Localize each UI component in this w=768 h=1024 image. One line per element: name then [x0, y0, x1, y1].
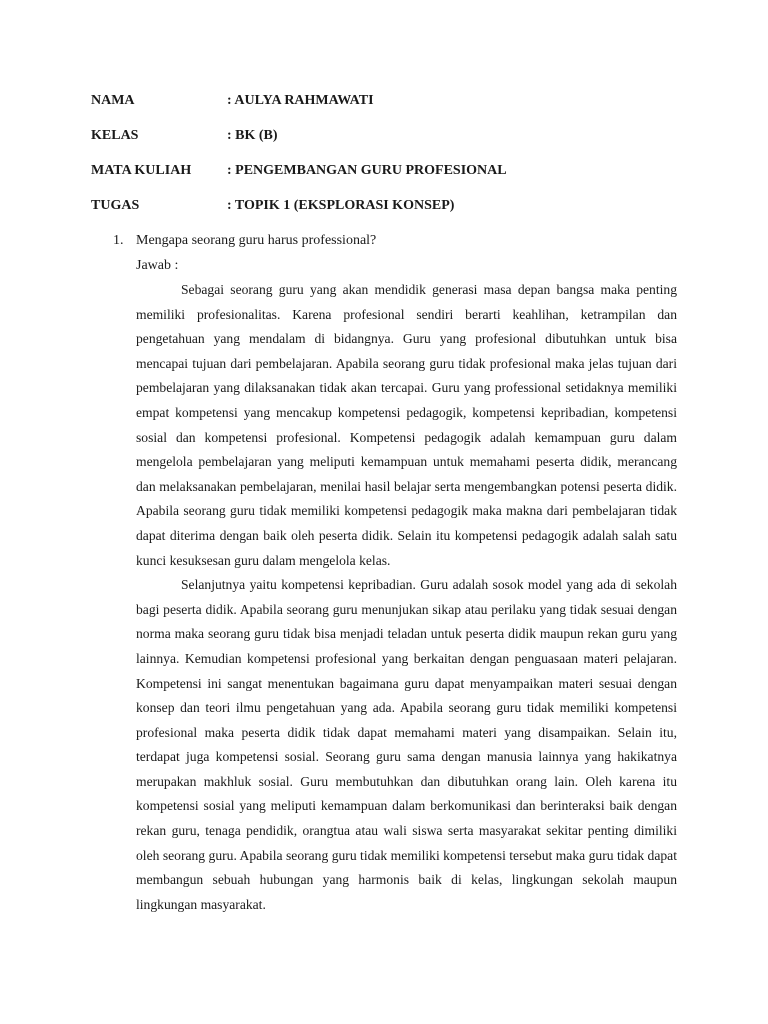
question-number: 1.: [113, 233, 124, 248]
course-label: MATA KULIAH: [91, 163, 192, 178]
course-value: : PENGEMBANGAN GURU PROFESIONAL: [227, 163, 507, 178]
question-text: Mengapa seorang guru harus professional?: [136, 233, 377, 248]
class-row: [91, 125, 507, 160]
answer-paragraph: Sebagai seorang guru yang akan mendidik generasi masa depan bangsa maka penting memiliki profesionalitas. Karena profesional sendiri berarti keahlihan, ketrampilan dan pengetahuan yang mendalam di bidangnya. Guru yang profesional dibutuhkan untuk bisa mencapai tujuan dari pembelajaran. Apabila seorang guru tidak profesional maka jelas tujuan dari pembelajaran yang dilaksanakan tidak akan tercapai. Guru yang professional setidaknya memiliki empat kompetensi yang mencakup kompetensi pedagogik, kompetensi kepribadian, kompetensi sosial dan kompetensi profesional. Kompetensi pedagogik adalah kemampuan guru dalam mengelola pembelajaran yang meliputi kemampuan untuk memahami peserta didik, merancang dan melaksanakan pembelajaran, menilai hasil belajar serta mengembangkan potensi peserta didik. Apabila seorang guru tidak memiliki kompetensi pedagogik maka makna dari pembelajaran tidak dapat diterima dengan baik oleh peserta didik. Selain itu kompetensi pedagogik adalah salah satu kunci kesuksesan guru dalam mengelola kelas.: [136, 282, 677, 568]
name-label: NAMA: [91, 93, 135, 108]
student-info-header: [91, 90, 507, 230]
answer-label: Jawab :: [136, 258, 179, 273]
assignment-row: [91, 195, 507, 230]
assignment-value: : TOPIK 1 (EKSPLORASI KONSEP): [227, 198, 455, 213]
name-value: : AULYA RAHMAWATI: [227, 93, 374, 108]
answer-body: [136, 278, 677, 917]
name-row: [91, 90, 507, 125]
course-row: [91, 160, 507, 195]
answer-paragraph: Selanjutnya yaitu kompetensi kepribadian. Guru adalah sosok model yang ada di sekolah bagi peserta didik. Apabila seorang guru menunjukan sikap atau perilaku yang tidak sesuai dengan norma maka seorang guru tidak bisa menjadi teladan untuk peserta didik maupun rekan guru yang lainnya. Kemudian kompetensi profesional yang berkaitan dengan penguasaan materi pelajaran. Kompetensi ini sangat menentukan bagaimana guru dapat menyampaikan materi sesuai dengan konsep dan teori ilmu pengetahuan yang ada. Apabila seorang guru tidak memiliki kompetensi profesional maka peserta didik tidak dapat memahami materi yang disampaikan. Selain itu, terdapat juga kompetensi sosial. Seorang guru sama dengan manusia lainnya yang hakikatnya merupakan makhluk sosial. Guru membutuhkan dan dibutuhkan orang lain. Oleh karena itu kompetensi sosial yang meliputi kemampuan dalam berkomunikasi dan berinteraksi baik dengan rekan guru, tenaga pendidik, orangtua atau wali siswa serta masyarakat sekitar penting dimiliki oleh seorang guru. Apabila seorang guru tidak memiliki kompetensi tersebut maka guru tidak dapat membangun sebuah hubungan yang harmonis baik di kelas, lingkungan sekolah maupun lingkungan masyarakat.: [136, 577, 677, 912]
class-value: : BK (B): [227, 128, 278, 143]
class-label: KELAS: [91, 128, 139, 143]
assignment-label: TUGAS: [91, 198, 140, 213]
